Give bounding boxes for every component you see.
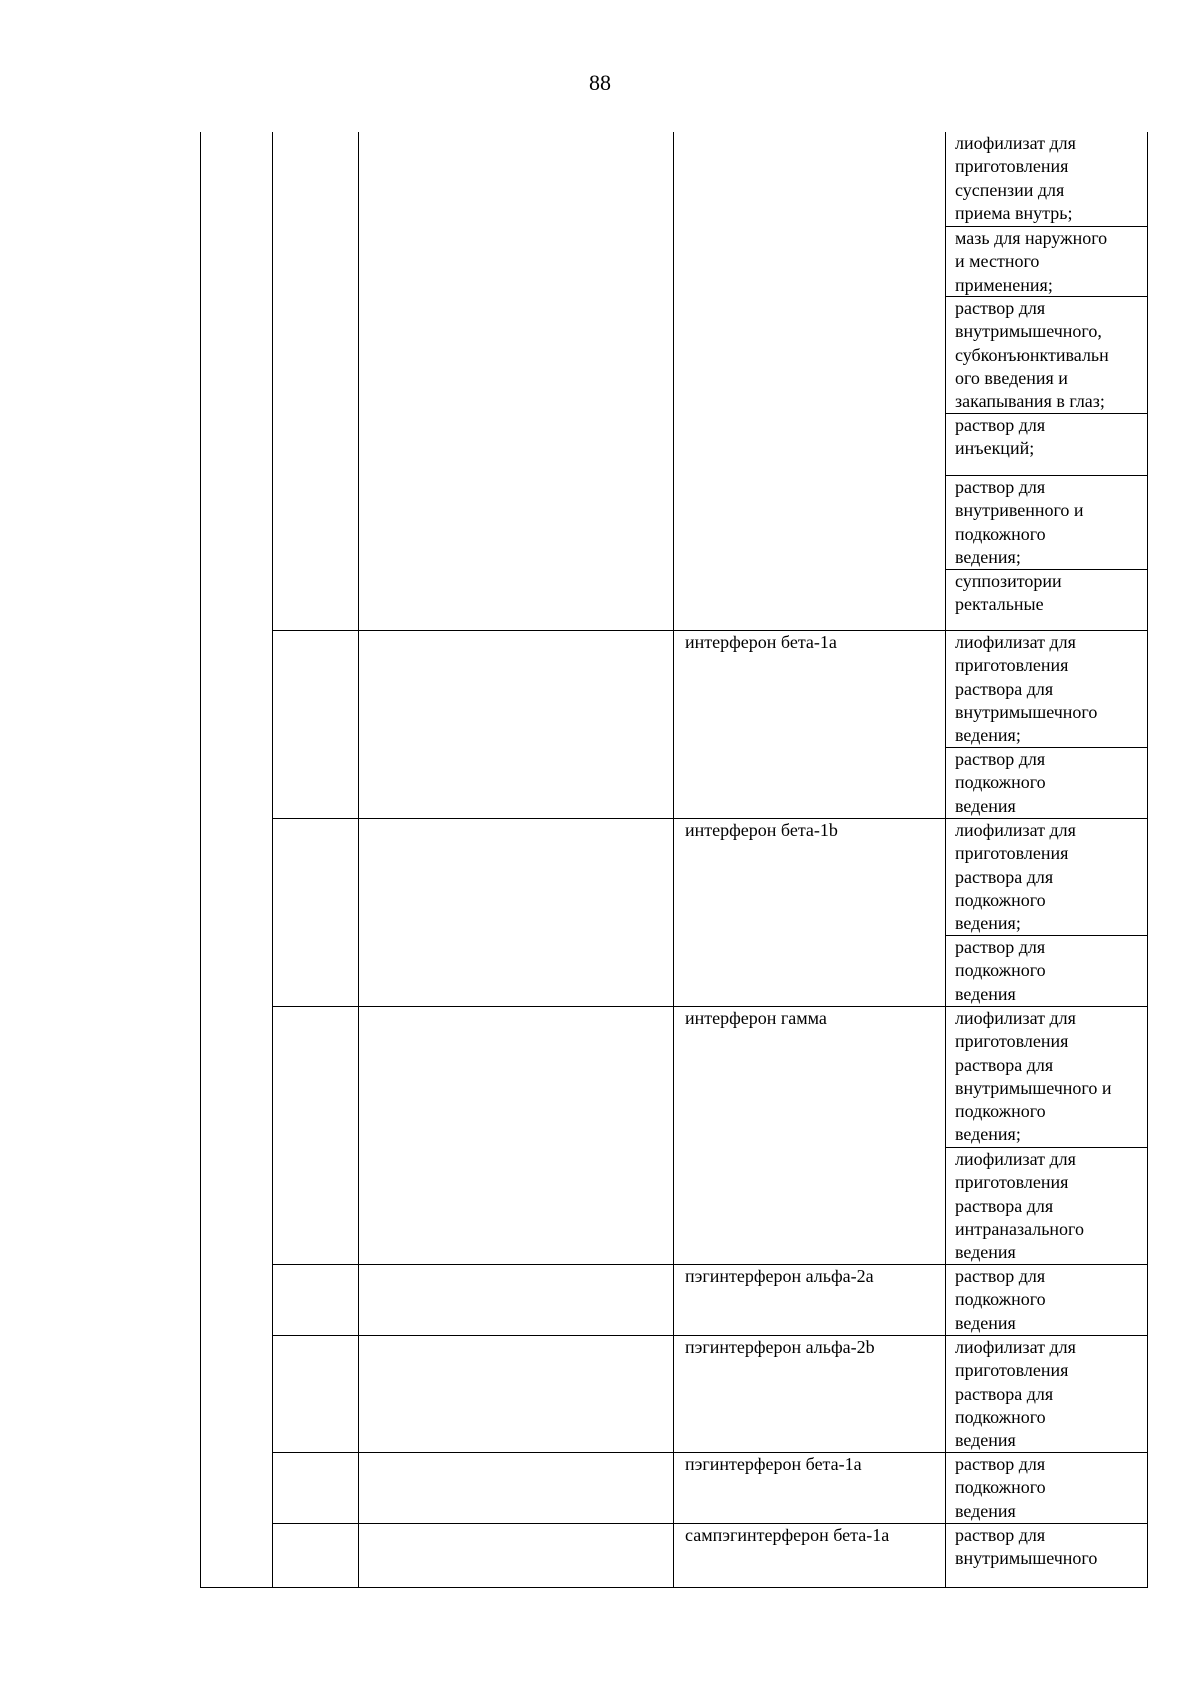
dosage-form-cell: лиофилизат для приготовления суспензии для приема внутрь; — [955, 133, 1076, 223]
dosage-form-cell: раствор для подкожного ведения — [955, 1454, 1046, 1521]
dosage-form-cell: суппозитории ректальные — [955, 571, 1062, 615]
dosage-form-cell: лиофилизат для приготовления раствора для подкожного ведения — [955, 1337, 1076, 1451]
dosage-form-cell: раствор для подкожного ведения — [955, 1266, 1046, 1333]
dosage-form-cell: лиофилизат для приготовления раствора для внутримышечного и подкожного ведения; — [955, 1008, 1112, 1145]
table-bottom-border — [200, 1587, 1148, 1588]
drug-table — [200, 132, 1148, 1588]
dosage-form-cell: лиофилизат для приготовления раствора для интраназального ведения — [955, 1149, 1084, 1263]
dosage-form-cell: раствор для подкожного ведения — [955, 749, 1046, 816]
drug-name-cell: интерферон гамма — [685, 1008, 827, 1028]
drug-name-cell: интерферон бета-1a — [685, 632, 837, 652]
drug-name-cell: интерферон бета-1b — [685, 820, 838, 840]
column-divider — [673, 132, 674, 1588]
table-left-border — [200, 132, 201, 1588]
dosage-form-cell: лиофилизат для приготовления раствора для подкожного ведения; — [955, 820, 1076, 934]
column-divider — [945, 132, 946, 1588]
dosage-form-cell: раствор для внутримышечного — [955, 1525, 1098, 1569]
column-divider — [358, 132, 359, 1588]
dosage-form-cell: раствор для внутривенного и подкожного ведения; — [955, 477, 1084, 567]
dosage-form-cell: раствор для подкожного ведения — [955, 937, 1046, 1004]
drug-name-cell: сампэгинтерферон бета-1a — [685, 1525, 890, 1545]
dosage-form-cell: раствор для внутримышечного, субконъюнктивальн ого введения и закапывания в глаз; — [955, 298, 1109, 412]
drug-name-cell: пэгинтерферон альфа-2a — [685, 1266, 874, 1286]
dosage-form-cell: лиофилизат для приготовления раствора для внутримышечного ведения; — [955, 632, 1098, 746]
table-right-border — [1147, 132, 1148, 1588]
drug-name-cell: пэгинтерферон альфа-2b — [685, 1337, 875, 1357]
drug-name-cell: пэгинтерферон бета-1a — [685, 1454, 862, 1474]
dosage-form-cell: мазь для наружного и местного применения; — [955, 228, 1108, 295]
column-divider — [272, 132, 273, 1588]
page-number: 88 — [589, 70, 611, 95]
dosage-form-cell: раствор для инъекций; — [955, 415, 1046, 459]
